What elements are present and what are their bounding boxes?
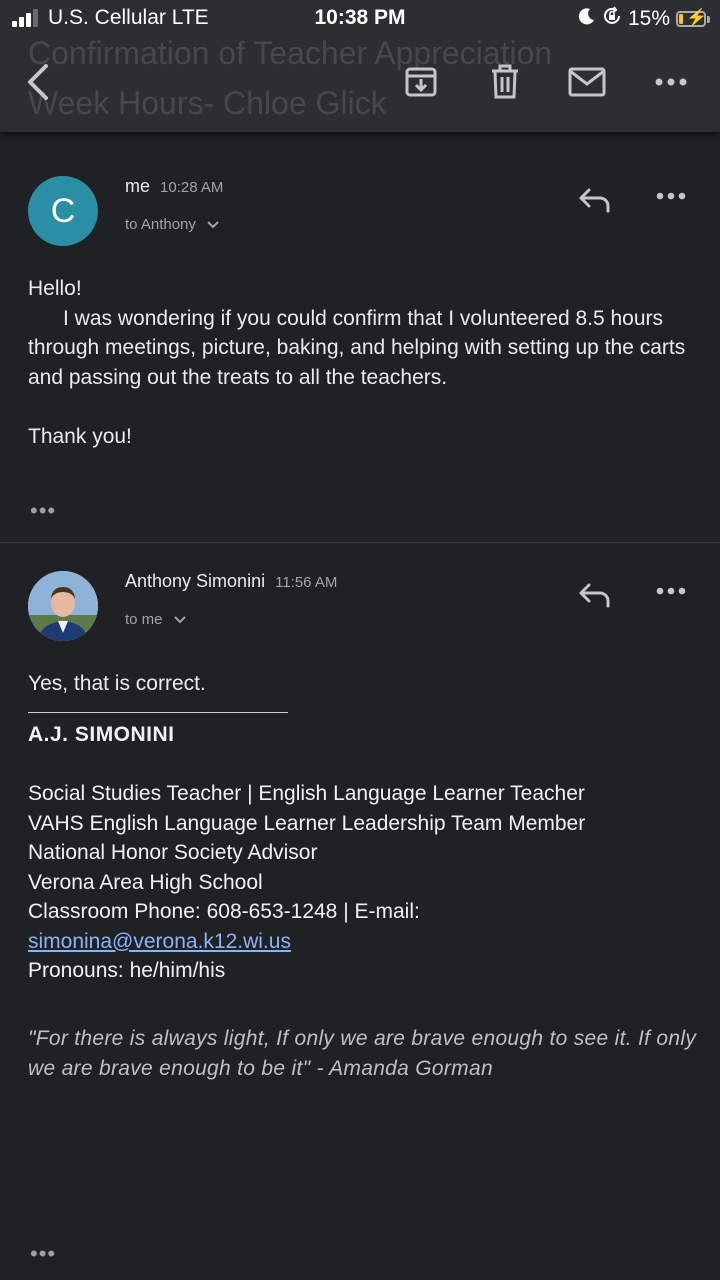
signature-rule	[28, 700, 288, 713]
email-subject: Confirmation of Teacher Appreciation Week Hours- Chloe Glick	[28, 35, 553, 121]
sender-line	[125, 176, 223, 197]
pronouns: Pronouns: he/him/his	[28, 959, 226, 982]
divider	[0, 542, 720, 543]
sender-line	[125, 571, 337, 592]
archive-icon[interactable]	[396, 56, 446, 108]
back-icon[interactable]	[14, 56, 64, 108]
sent-time: 11:56 AM	[275, 574, 338, 591]
chevron-down-icon	[206, 219, 220, 229]
message-header-2	[0, 555, 720, 655]
status-bar	[0, 0, 720, 36]
avatar	[28, 571, 98, 641]
avatar: C	[28, 176, 98, 246]
signature-line: Classroom Phone: 608-653-1248 | E-mail:	[28, 900, 420, 923]
moon-icon	[578, 7, 596, 31]
message-more-icon[interactable]	[648, 176, 694, 216]
signature-name: A.J. SIMONINI	[28, 723, 175, 746]
recipients-toggle[interactable]	[125, 216, 220, 233]
signature-quote: "For there is always light, If only we are brave enough to see it. If only we are brave enough to be it" - Amanda Gorman	[28, 1027, 697, 1080]
rotation-lock-icon	[602, 6, 622, 32]
message-header-1	[0, 160, 720, 260]
email-link[interactable]: simonina@verona.k12.wi.us	[28, 929, 291, 953]
signature-line: National Honor Society Advisor	[28, 841, 318, 864]
more-options-icon[interactable]	[646, 56, 696, 108]
signature-line: Social Studies Teacher | English Language Learner Teacher	[28, 782, 585, 805]
message-body-2: Yes, that is correct.	[28, 672, 206, 695]
sender-name: Anthony Simonini	[125, 571, 266, 591]
message-body-1: Hello! I was wondering if you could confirm that I volunteered 8.5 hours through meetings, picture, baking, and helping with setting up the carts and passing out the treats to all the teachers. Thank you!	[28, 277, 686, 448]
mail-icon[interactable]	[562, 56, 612, 108]
message-more-icon[interactable]	[648, 571, 694, 611]
recipients-toggle[interactable]	[125, 611, 187, 628]
signature	[28, 700, 708, 986]
battery-percent: 15%	[627, 7, 670, 30]
recipients-label: to me	[125, 611, 163, 628]
sender-name: me	[125, 176, 151, 196]
show-trimmed-content-1[interactable]: •••	[30, 498, 57, 523]
recipients-label: to Anthony	[125, 216, 196, 233]
reply-icon[interactable]	[572, 575, 618, 615]
delete-icon[interactable]	[480, 56, 530, 108]
sent-time: 10:28 AM	[160, 179, 224, 196]
chevron-down-icon	[173, 614, 187, 624]
battery-icon: ⚡	[676, 11, 706, 27]
signature-line: Verona Area High School	[28, 870, 263, 894]
carrier-label: U.S. Cellular LTE	[48, 6, 209, 29]
show-trimmed-content-2[interactable]: •••	[30, 1241, 57, 1266]
reply-icon[interactable]	[572, 180, 618, 220]
signature-line: VAHS English Language Learner Leadership Team Member	[28, 811, 586, 835]
clock: 10:38 PM	[314, 6, 406, 29]
